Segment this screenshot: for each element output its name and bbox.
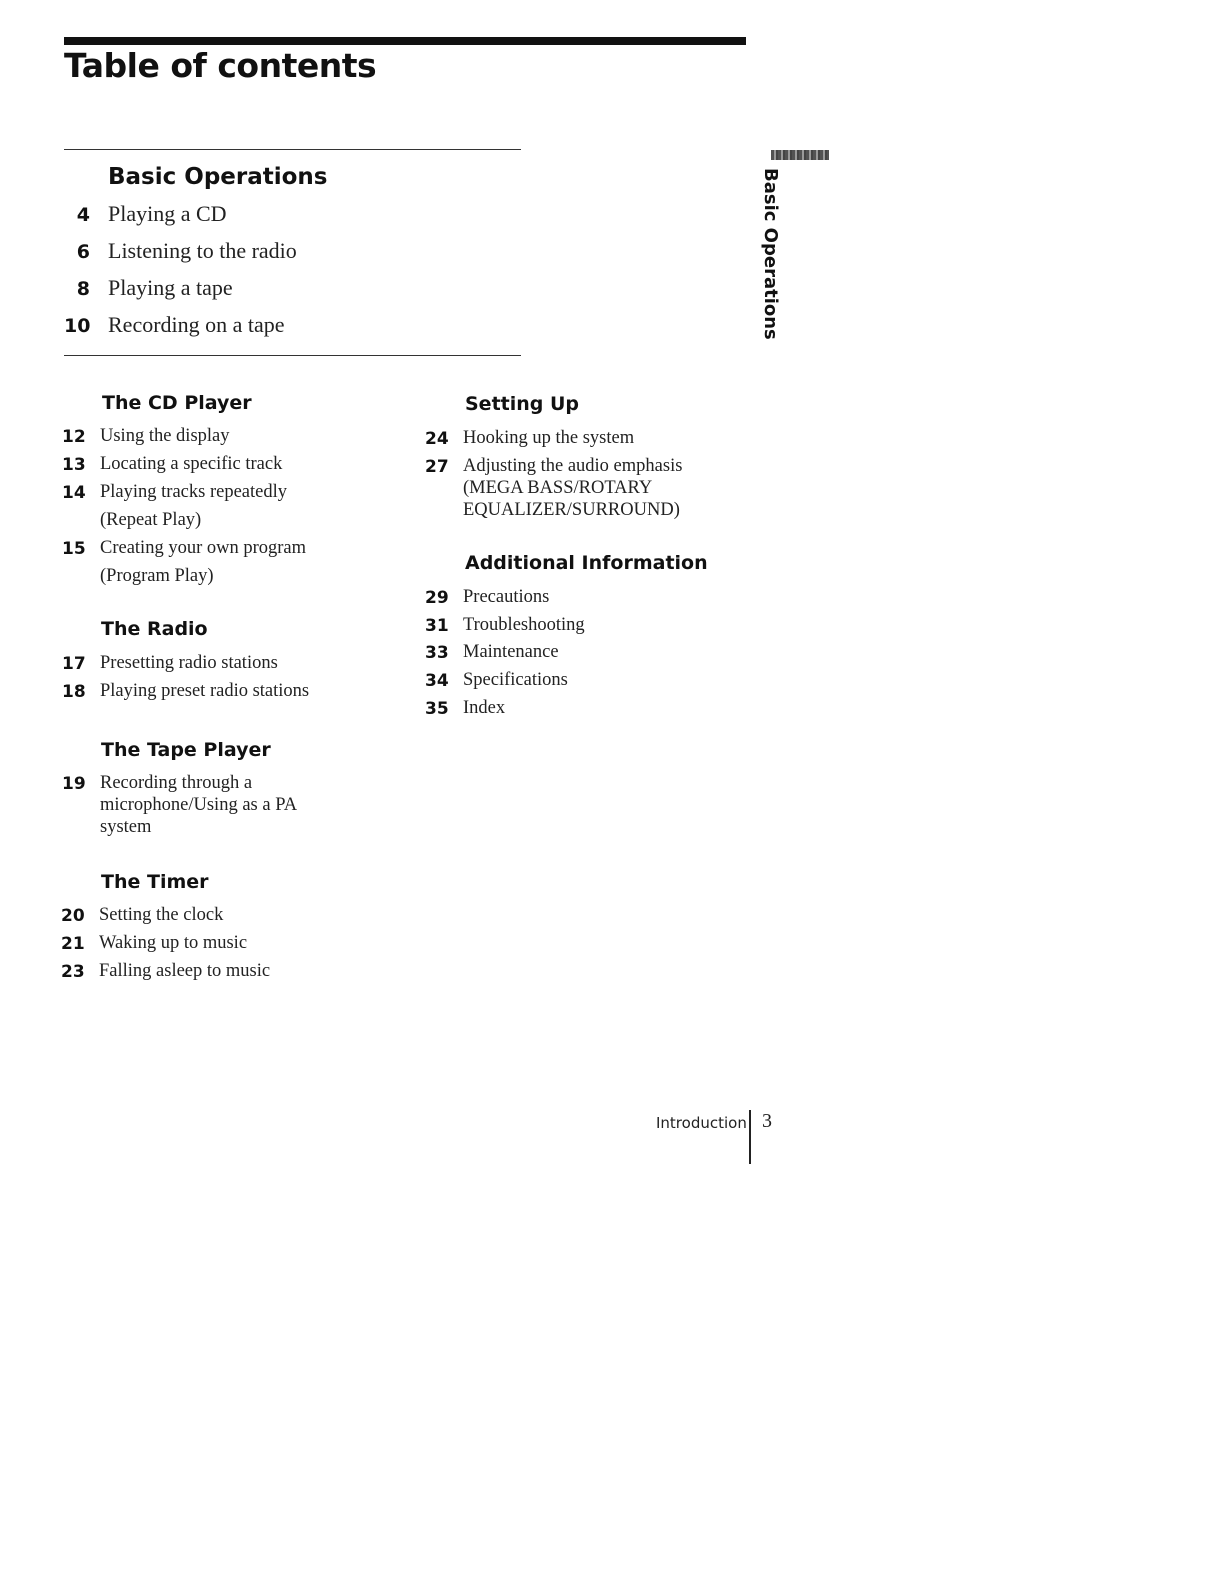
toc-entry-title-continued: EQUALIZER/SURROUND) [463,500,680,520]
toc-entry-title: Presetting radio stations [100,653,278,673]
toc-entry-title-continued: system [100,817,152,837]
toc-page-number: 6 [76,241,90,263]
toc-entry-title: Adjusting the audio emphasis [463,456,683,476]
toc-page-number: 29 [425,588,449,608]
toc-entry-title: Playing preset radio stations [100,681,310,701]
toc-entry-title-continued: (MEGA BASS/ROTARY [463,478,653,498]
section-heading-basic-operations: Basic Operations [108,164,328,190]
toc-page-number: 10 [64,315,91,337]
section-heading-radio: The Radio [101,618,208,640]
toc-entry-title: Specifications [463,670,568,690]
toc-entry-title-continued: (Program Play) [100,566,214,586]
toc-entry-title-continued: (Repeat Play) [100,510,202,530]
toc-page-number: 15 [62,539,86,559]
toc-page-number: 4 [76,204,90,226]
toc-entry-title: Troubleshooting [463,615,585,635]
toc-entry-title: Setting the clock [99,905,224,925]
toc-entry-title: Falling asleep to music [99,961,271,981]
title-rule [64,37,746,45]
toc-page-number: 17 [62,654,86,674]
side-tab-label: Basic Operations [760,168,781,340]
section-divider-top [64,149,521,150]
toc-page-number: 33 [425,643,449,663]
toc-entry-title: Using the display [100,426,230,446]
toc-page-number: 34 [425,671,449,691]
toc-entry-title: Playing a CD [108,201,227,226]
toc-entry-title-continued: microphone/Using as a PA [100,795,298,815]
section-divider-bottom [64,355,521,356]
section-heading-additional-information: Additional Information [465,552,708,574]
toc-page-number: 27 [425,457,449,477]
page-title: Table of contents [64,46,377,85]
side-tab-marker [771,150,829,160]
toc-page-number: 20 [61,906,85,926]
footer-divider [749,1110,751,1164]
toc-page-number: 23 [61,962,85,982]
toc-entry-title: Playing a tape [108,275,233,300]
toc-entry-title: Waking up to music [99,933,248,953]
toc-page-number: 14 [62,483,86,503]
toc-entry-title: Index [463,698,506,718]
footer-section-label: Introduction [656,1114,747,1132]
toc-page-number: 18 [62,682,86,702]
toc-page-number: 21 [61,934,85,954]
section-heading-timer: The Timer [101,871,209,893]
toc-page-number: 24 [425,429,449,449]
toc-page-number: 12 [62,427,86,447]
toc-entry-title: Listening to the radio [108,238,297,263]
section-heading-setting-up: Setting Up [465,393,580,415]
toc-entry-title: Precautions [463,587,550,607]
toc-entry-title: Maintenance [463,642,559,662]
toc-page-number: 19 [62,774,86,794]
toc-page-number: 13 [62,455,86,475]
footer-page-number: 3 [762,1110,772,1132]
toc-entry-title: Recording on a tape [108,312,285,337]
toc-entry-title: Playing tracks repeatedly [100,482,287,502]
section-heading-tape-player: The Tape Player [101,739,271,761]
toc-entry-title: Recording through a [100,773,253,793]
section-heading-cd-player: The CD Player [102,392,252,414]
toc-entry-title: Creating your own program [100,538,307,558]
toc-entry-title: Hooking up the system [463,428,635,448]
toc-entry-title: Locating a specific track [100,454,283,474]
side-tab [760,168,790,340]
toc-page-number: 8 [76,278,90,300]
toc-page-number: 31 [425,616,449,636]
toc-page-number: 35 [425,699,449,719]
